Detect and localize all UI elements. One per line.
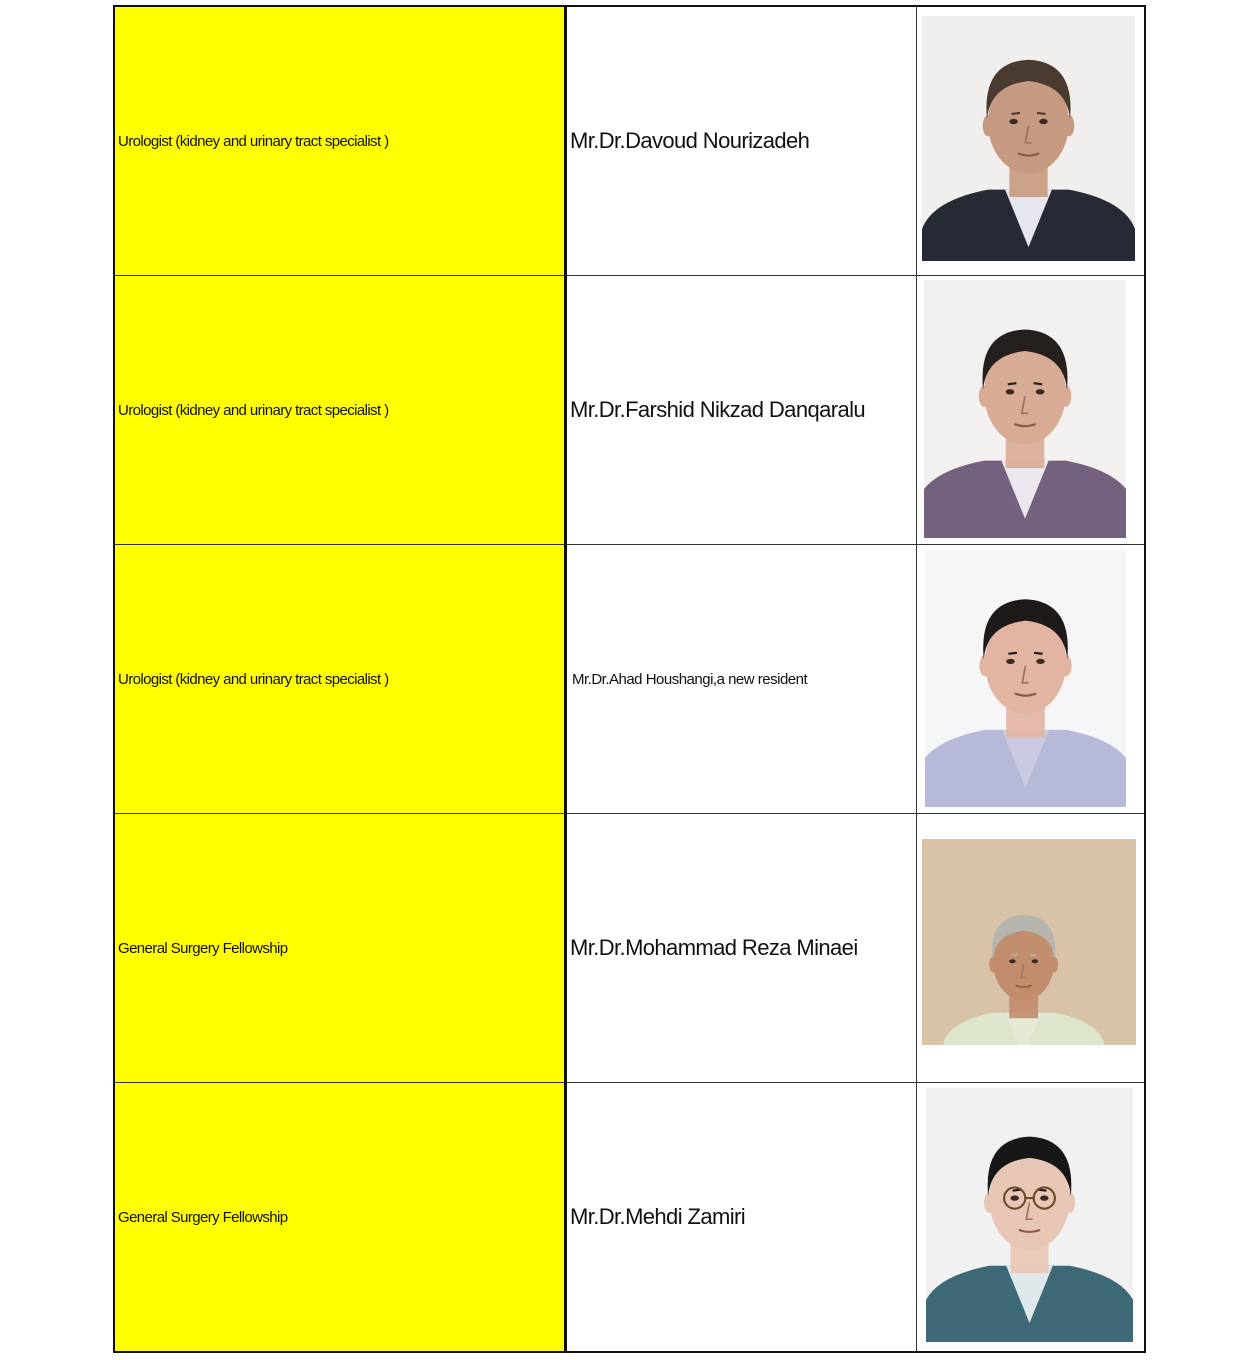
portrait-image: [926, 1088, 1133, 1342]
table-row: [114, 6, 1145, 276]
photo-cell: [917, 814, 1146, 1083]
doctor-photo: [926, 1088, 1133, 1342]
doctor-photo: [925, 550, 1126, 807]
photo-cell: [917, 545, 1146, 814]
doctor-photo: [922, 839, 1136, 1045]
portrait-image: [924, 280, 1126, 538]
portrait-image: [925, 550, 1126, 807]
specialty-cell: Urologist (kidney and urinary tract specialist ): [114, 545, 566, 814]
name-cell: Mr.Dr.Mehdi Zamiri: [566, 1083, 917, 1353]
table-row: [114, 545, 1145, 814]
specialty-cell: Urologist (kidney and urinary tract specialist ): [114, 276, 566, 545]
table-row: [114, 1083, 1145, 1353]
specialty-cell: General Surgery Fellowship: [114, 1083, 566, 1353]
doctors-table: [113, 5, 1146, 1353]
doctor-photo: [924, 280, 1126, 538]
portrait-image: [922, 16, 1135, 261]
table-row: [114, 276, 1145, 545]
table-row: [114, 814, 1145, 1083]
photo-cell: [917, 1083, 1146, 1353]
specialty-cell: General Surgery Fellowship: [114, 814, 566, 1083]
specialty-cell: Urologist (kidney and urinary tract specialist ): [114, 6, 566, 276]
photo-cell: [917, 276, 1146, 545]
name-cell: Mr.Dr.Mohammad Reza Minaei: [566, 814, 917, 1083]
name-cell: Mr.Dr.Davoud Nourizadeh: [566, 6, 917, 276]
doctor-photo: [922, 16, 1135, 261]
name-cell: Mr.Dr.Ahad Houshangi,a new resident: [566, 545, 917, 814]
photo-cell: [917, 6, 1146, 276]
portrait-image: [922, 839, 1136, 1045]
name-cell: Mr.Dr.Farshid Nikzad Danqaralu: [566, 276, 917, 545]
